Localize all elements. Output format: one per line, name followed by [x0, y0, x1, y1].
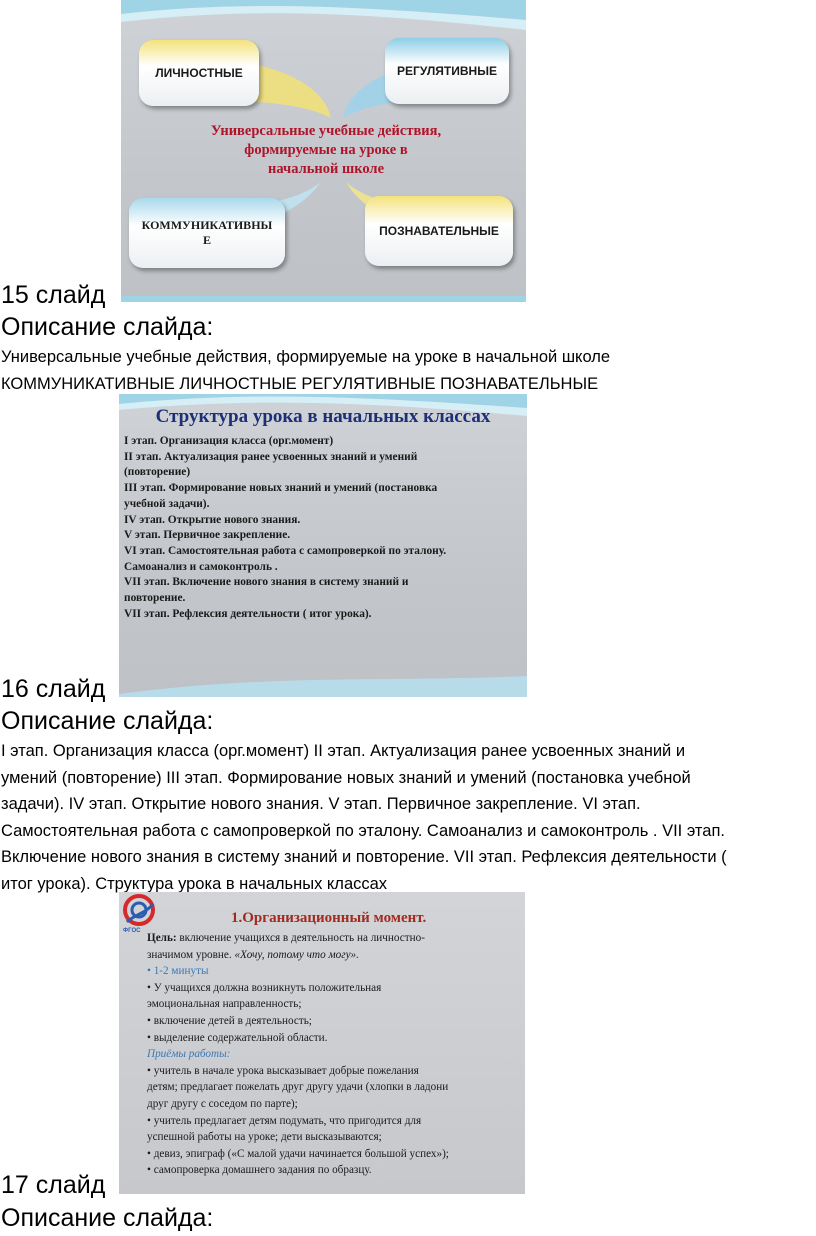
description-line: умений (повторение) III этап. Формирование новых знаний и умений (постановка учебной	[1, 768, 691, 787]
slide-15-center-title	[191, 122, 461, 179]
description-line: I этап. Организация класса (орг.момент) II этап. Актуализация ранее усвоенных знаний и	[1, 742, 686, 760]
stage-line: (повторение)	[124, 466, 191, 479]
box-communicative	[129, 198, 285, 268]
goal-line-2	[147, 947, 517, 964]
bullet-line: • учитель предлагает детям подумать, что пригодится для	[147, 1114, 422, 1127]
box-communicative-label-1: КОММУНИКАТИВНЫ	[141, 218, 273, 232]
stage-line: I этап. Организация класса (орг.момент)	[124, 435, 334, 447]
slide-15-description	[1, 344, 816, 397]
slide-16-image	[119, 394, 527, 697]
slide-16-title: Структура урока в начальных классах	[155, 406, 491, 427]
goal-line	[147, 930, 517, 947]
slide-15-image	[121, 0, 526, 302]
description-line: Самостоятельная работа с самопроверкой по эталону. Самоанализ и самоконтроль . VII этап.	[1, 821, 725, 840]
center-line-3: начальной школе	[268, 161, 384, 177]
slide-15-label: 15 слайд	[1, 281, 106, 309]
slide-17-image	[119, 892, 525, 1194]
methods-heading: Приёмы работы:	[147, 1048, 231, 1061]
description-line: КОММУНИКАТИВНЫЕ ЛИЧНОСТНЫЕ РЕГУЛЯТИВНЫЕ ПОЗНАВАТЕЛЬНЫЕ	[1, 374, 599, 393]
bullet-line: • учитель в начале урока высказывает добрые пожелания	[147, 1064, 419, 1077]
box-communicative-label-2: Е	[202, 233, 211, 247]
stage-line: VI этап. Самостоятельная работа с самопроверкой по эталону.	[124, 544, 447, 557]
box-personal	[139, 40, 259, 106]
slide-16-label: 16 слайд	[1, 675, 106, 703]
stage-line: учебной задачи).	[124, 497, 210, 510]
box-regulatory-label: РЕГУЛЯТИВНЫЕ	[397, 64, 497, 78]
stage-line: III этап. Формирование новых знаний и умений (постановка	[124, 482, 438, 495]
goal-quote: «Хочу, потому что могу».	[234, 948, 359, 961]
stage-line: VII этап. Рефлексия деятельности ( итог урока).	[124, 607, 372, 620]
description-line: Включение нового знания в систему знаний и повторение. VII этап. Рефлексия деятельности (	[1, 848, 727, 866]
bullet-line: • включение детей в деятельность;	[147, 1014, 312, 1027]
description-line: Универсальные учебные действия, формируемые на уроке в начальной школе	[1, 348, 611, 366]
bullet-line: успешной работы на уроке; дети высказываются;	[147, 1131, 382, 1144]
box-cognitive	[365, 196, 513, 266]
bullet-line: • девиз, эпиграф («С малой удачи начинается большой успех»);	[147, 1147, 449, 1160]
description-line: задачи). IV этап. Открытие нового знания. V этап. Первичное закрепление. VI этап.	[1, 795, 641, 813]
stage-line: Самоанализ и самоконтроль .	[124, 560, 278, 573]
description-line: итог урока). Структура урока в начальных классах	[1, 874, 388, 893]
stage-line: V этап. Первичное закрепление.	[124, 529, 291, 542]
slide-17-title: 1.Организационный момент.	[231, 910, 427, 926]
slide-15-description-title: Описание слайда:	[1, 313, 214, 341]
slide-17-label: 17 слайд	[1, 1171, 106, 1199]
goal-text-2: значимом уровне.	[147, 948, 235, 961]
slide-17-description-title: Описание слайда:	[1, 1204, 214, 1232]
bullet-line: друг другу с соседом по парте);	[147, 1097, 298, 1110]
stage-line: VII этап. Включение нового знания в систему знаний и	[124, 576, 409, 589]
slide-16-description	[1, 738, 816, 897]
stage-line: IV этап. Открытие нового знания.	[124, 513, 301, 526]
center-line-2: формируемые на уроке в	[244, 142, 408, 158]
bullet-line: • самопроверка домашнего задания по образцу.	[147, 1164, 372, 1177]
center-line-1: Универсальные учебные действия,	[210, 123, 442, 139]
goal-text: включение учащихся в деятельность на личностно-	[176, 932, 425, 944]
bullet-line: • выделение содержательной области.	[147, 1031, 328, 1044]
bullet-duration: • 1-2 минуты	[147, 965, 209, 978]
slide-17-body	[147, 930, 517, 1179]
box-cognitive-label: ПОЗНАВАТЕЛЬНЫЕ	[379, 224, 499, 238]
box-personal-label: ЛИЧНОСТНЫЕ	[155, 66, 243, 80]
slide-16-description-title: Описание слайда:	[1, 707, 214, 735]
slide-16-stage-list	[124, 434, 519, 622]
stage-line: повторение.	[124, 592, 186, 605]
box-regulatory	[385, 38, 509, 104]
bullet-line: • У учащихся должна возникнуть положительная	[147, 981, 382, 994]
bullet-line: детям; предлагает пожелать друг другу удачи (хлопки в ладони	[147, 1081, 449, 1094]
goal-label: Цель:	[147, 932, 177, 944]
stage-line: II этап. Актуализация ранее усвоенных знаний и умений	[124, 450, 418, 463]
bullet-line: эмоциональная направленность;	[147, 998, 302, 1011]
fgos-logo-text: ФГОС	[123, 928, 141, 934]
